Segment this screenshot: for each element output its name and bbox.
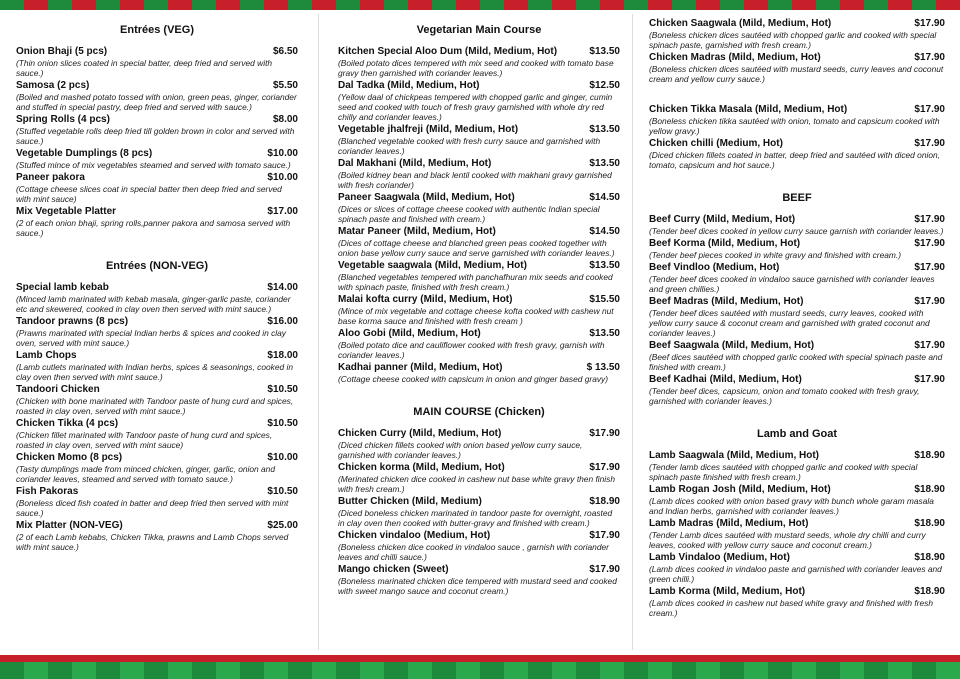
dish-name: Fish Pakoras: [16, 486, 79, 497]
spacer: [649, 86, 945, 104]
dish-description: (2 of each Lamb kebabs, Chicken Tikka, prawns and Lamb Chops served with mint sauce.): [16, 532, 289, 552]
menu-item-header: [338, 328, 620, 340]
dish-name: Beef Saagwala (Mild, Medium, Hot): [649, 340, 815, 351]
dish-name: Chicken Saagwala (Mild, Medium, Hot): [649, 18, 832, 29]
dish-description: (Tender beef dices, capsicum, onion and tomato cooked with fresh gravy, garnished with coriander leaves.): [649, 386, 920, 406]
dish-description: (Boneless marinated chicken dice tempered with mustard seed and cooked with sweet mango sauce and coconut cream.): [338, 576, 617, 596]
dish-name: Beef Kadhai (Mild, Medium, Hot): [649, 374, 802, 385]
dish-description: (Boiled and mashed potato tossed with onion, green peas, ginger, coriander and stuffed in special pastry, deep fried and served with sauce.): [16, 92, 297, 112]
dish-name: Chicken Momo (8 pcs): [16, 452, 123, 463]
dish-description: (Chicken fillet marinated with Tandoor paste of hung curd and spices, roasted in clay oven, served with mint sauce): [16, 430, 273, 450]
menu-item: [338, 496, 620, 528]
dish-name: Beef Madras (Mild, Medium, Hot): [649, 296, 804, 307]
menu-item-header: [16, 486, 298, 498]
dish-price: $14.50: [589, 192, 620, 203]
menu-item-header: [649, 296, 945, 308]
dish-name: Lamb Korma (Mild, Medium, Hot): [649, 586, 806, 597]
menu-item-header: [16, 206, 298, 218]
dish-name: Chicken vindaloo (Medium, Hot): [338, 530, 491, 541]
section-title: BEEF: [782, 192, 812, 204]
dish-description: (Tasty dumplings made from minced chicken, ginger, garlic, onion and coriander leaves, steamed and served with tomato sauce.): [16, 464, 275, 484]
dish-name: Vegetable saagwala (Mild, Medium, Hot): [338, 260, 527, 271]
dish-name: Lamb Vindaloo (Medium, Hot): [649, 552, 790, 563]
dish-price: $17.90: [589, 564, 620, 575]
menu-item-header: [16, 148, 298, 160]
menu-item: [16, 452, 298, 484]
menu-item-header: [338, 428, 620, 440]
dish-name: Chicken Tikka Masala (Mild, Medium, Hot): [649, 104, 848, 115]
top-stripe: [0, 0, 960, 10]
dish-description: (Tender beef dices sautéed with mustard seeds, curry leaves, cooked with yellow curry sauce & coconut cream and garnished with grated coconut and coriander leaves.): [649, 308, 930, 338]
dish-description: (Yellow daal of chickpeas tempered with chopped garlic and ginger, cumin seed and cooked with touch of fresh gravy garnished with whole dry red chilly and coriander leaves.): [338, 92, 613, 122]
dish-description: (Cottage cheese slices coat in special batter then deep fried and served with mint sauce): [16, 184, 282, 204]
dish-name: Chicken Madras (Mild, Medium, Hot): [649, 52, 821, 63]
menu-item-header: [649, 18, 945, 30]
dish-price: $18.90: [914, 450, 945, 461]
menu-item-header: [16, 350, 298, 362]
menu-item: [338, 226, 620, 258]
dish-description: (Minced lamb marinated with kebab masala, ginger-garlic paste, coriander etc and skewered, cooked in clay oven then served with mint sauce.): [16, 294, 291, 314]
menu-item-header: [338, 80, 620, 92]
dish-description: (Lamb dices cooked in vindaloo paste and garnished with coriander leaves and green chilli.): [649, 564, 942, 584]
menu-item: [16, 206, 298, 238]
dish-price: $10.00: [267, 148, 298, 159]
dish-description: (Tender Lamb dices sautéed with mustard seeds, whole dry chilli and curry leaves, cooked with yellow curry sauce and coconut cream.): [649, 530, 926, 550]
section-title: MAIN COURSE (Chicken): [413, 406, 545, 418]
dish-name: Kadhai panner (Mild, Medium, Hot): [338, 362, 503, 373]
dish-description: (Dices or slices of cottage cheese cooked with authentic Indian special spinach paste and finished with cream.): [338, 204, 600, 224]
dish-price: $17.90: [589, 428, 620, 439]
menu-item-header: [649, 484, 945, 496]
dish-price: $18.90: [914, 586, 945, 597]
menu-item: [338, 124, 620, 156]
menu-item: [16, 418, 298, 450]
dish-name: Kitchen Special Aloo Dum (Mild, Medium, Hot): [338, 46, 558, 57]
menu-item: [338, 362, 620, 384]
menu-item: [338, 328, 620, 360]
menu-item: [16, 486, 298, 518]
dish-name: Chicken chilli (Medium, Hot): [649, 138, 783, 149]
section-title: Lamb and Goat: [756, 428, 838, 440]
dish-price: $18.90: [914, 552, 945, 563]
dish-price: $17.00: [267, 206, 298, 217]
dish-price: $17.90: [914, 238, 945, 249]
dish-price: $17.90: [914, 296, 945, 307]
menu-item-header: [649, 374, 945, 386]
dish-price: $18.90: [914, 484, 945, 495]
menu-item: [16, 384, 298, 416]
dish-name: Tandoor prawns (8 pcs): [16, 316, 129, 327]
menu-item-header: [649, 586, 945, 598]
dish-price: $17.90: [914, 374, 945, 385]
dish-price: $5.50: [272, 80, 298, 91]
dish-name: Special lamb kebab: [16, 282, 109, 293]
column-divider: [318, 14, 319, 650]
dish-description: (Boneless chicken dices sautéed with mustard seeds, curry leaves and coconut cream and yellow curry sauce.): [649, 64, 944, 84]
dish-description: (Merinated chicken dice cooked in cashew nut base white gravy then finish with fresh cream.): [338, 474, 615, 494]
dish-description: (Tender beef dices cooked in yellow curry sauce garnish with coriander leaves.): [649, 226, 944, 236]
menu-item-header: [338, 158, 620, 170]
bottom-stripe: [0, 655, 960, 679]
dish-name: Matar Paneer (Mild, Medium, Hot): [338, 226, 496, 237]
dish-price: $18.90: [589, 496, 620, 507]
menu-item-header: [649, 52, 945, 64]
dish-description: (Prawns marinated with special Indian herbs & spices and cooked in clay oven, served with mint sauce.): [16, 328, 286, 348]
dish-description: (Tender beef dices cooked in vindaloo sauce garnished with coriander leaves and green chillies.): [649, 274, 935, 294]
menu-item: [649, 296, 945, 338]
menu-item-header: [16, 384, 298, 396]
section-title: Entrées (NON-VEG): [105, 260, 209, 272]
dish-price: $25.00: [267, 520, 298, 531]
dish-name: Paneer Saagwala (Mild, Medium, Hot): [338, 192, 515, 203]
menu-item-header: [338, 260, 620, 272]
menu-item-header: [649, 518, 945, 530]
menu-item-header: [649, 214, 945, 226]
menu-item: [649, 238, 945, 260]
dish-price: $17.90: [589, 530, 620, 541]
menu-item: [649, 484, 945, 516]
dish-price: $18.90: [914, 518, 945, 529]
dish-price: $10.00: [267, 452, 298, 463]
menu-item: [338, 428, 620, 460]
dish-price: $17.90: [589, 462, 620, 473]
menu-item-header: [649, 138, 945, 150]
dish-name: Lamb Rogan Josh (Mild, Medium, Hot): [649, 484, 831, 495]
dish-name: Chicken korma (Mild, Medium, Hot): [338, 462, 505, 473]
menu-item: [16, 350, 298, 382]
dish-description: (Blanched vegetables tempered with panchafhuran mix seeds and cooked with spinach paste, finished with fresh cream.): [338, 272, 613, 292]
menu-item-header: [338, 530, 620, 542]
dish-name: Lamb Chops: [16, 350, 77, 361]
menu-item-header: [338, 294, 620, 306]
dish-price: $14.50: [589, 226, 620, 237]
dish-name: Tandoori Chicken: [16, 384, 100, 395]
menu-item-header: [16, 172, 298, 184]
menu-column-1: [16, 18, 298, 554]
menu-item: [338, 294, 620, 326]
dish-name: Spring Rolls (4 pcs): [16, 114, 110, 125]
dish-price: $17.90: [914, 138, 945, 149]
menu-item-header: [338, 46, 620, 58]
menu-item-header: [649, 450, 945, 462]
menu-item-header: [649, 262, 945, 274]
dish-description: (Mince of mix vegetable and cottage cheese kofta cooked with cashew nut base korma sauce and finished with fresh cream ): [338, 306, 614, 326]
menu-item-header: [649, 552, 945, 564]
menu-item-header: [16, 520, 298, 532]
menu-item-header: [649, 104, 945, 116]
dish-description: (Diced boneless chicken marinated in tandoor paste for overnight, roasted in clay oven then cooked with butter-gravy and finished with cream.): [338, 508, 613, 528]
dish-name: Malai kofta curry (Mild, Medium, Hot): [338, 294, 513, 305]
menu-item: [338, 260, 620, 292]
dish-description: (Lamb dices cooked in cashew nut based white gravy and finished with fresh cream.): [649, 598, 933, 618]
dish-name: Lamb Madras (Mild, Medium, Hot): [649, 518, 809, 529]
dish-description: (Dices of cottage cheese and blanched green peas cooked together with onion base yellow curry sauce and serve garnished with coriander leaves.): [338, 238, 615, 258]
menu-item: [338, 80, 620, 122]
menu-item-header: [649, 340, 945, 352]
column-divider: [632, 14, 633, 650]
menu-item-header: [16, 80, 298, 92]
menu-item: [649, 450, 945, 482]
dish-name: Mix Vegetable Platter: [16, 206, 117, 217]
dish-price: $14.00: [267, 282, 298, 293]
dish-price: $10.50: [267, 384, 298, 395]
dish-name: Mix Platter (NON-VEG): [16, 520, 123, 531]
dish-description: (Stuffed vegetable rolls deep fried till golden brown in color and served with sauce.): [16, 126, 295, 146]
menu-item-header: [338, 564, 620, 576]
menu-item: [338, 564, 620, 596]
dish-description: (Chicken with bone marinated with Tandoor paste of hung curd and spices, roasted in clay oven, served with mint sauce.): [16, 396, 294, 416]
menu-item: [16, 520, 298, 552]
dish-description: (Diced chicken fillets coated in batter, deep fried and sautéed with diced onion, tomato, capsicum and hot sauce.): [649, 150, 940, 170]
dish-price: $10.00: [267, 172, 298, 183]
dish-description: (Boiled potato dices tempered with mix seed and cooked with tomato base gravy then garnished with coriander leaves.): [338, 58, 614, 78]
menu-item: [338, 462, 620, 494]
menu-item: [649, 374, 945, 406]
dish-description: (Boneless chicken dices sautéed with chopped garlic and cooked with special spinach paste, garnished with fresh cream.): [649, 30, 937, 50]
menu-item: [649, 340, 945, 372]
menu-item: [649, 138, 945, 170]
dish-name: Aloo Gobi (Mild, Medium, Hot): [338, 328, 481, 339]
dish-description: (Tender lamb dices sautéed with chopped garlic and cooked with special spinach paste finished with fresh cream.): [649, 462, 918, 482]
dish-name: Butter Chicken (Mild, Medium): [338, 496, 482, 507]
dish-description: (Diced chicken fillets cooked with onion based yellow curry sauce, garnished with coriander leaves.): [338, 440, 583, 460]
dish-price: $17.90: [914, 214, 945, 225]
dish-name: Paneer pakora: [16, 172, 85, 183]
dish-name: Dal Makhani (Mild, Medium, Hot): [338, 158, 492, 169]
menu-item: [649, 52, 945, 84]
dish-name: Vegetable Dumplings (8 pcs): [16, 148, 153, 159]
dish-description: (Thin onion slices coated in special batter, deep fried and served with sauce.): [16, 58, 273, 78]
menu-item-header: [649, 238, 945, 250]
menu-item-header: [338, 192, 620, 204]
dish-name: Vegetable jhalfreji (Mild, Medium, Hot): [338, 124, 519, 135]
menu-column-2: [338, 18, 620, 598]
dish-price: $13.50: [589, 124, 620, 135]
dish-price: $12.50: [589, 80, 620, 91]
menu-item: [649, 552, 945, 584]
menu-item-header: [16, 46, 298, 58]
dish-description: (Boneless chicken tikka sautéed with onion, tomato and capsicum cooked with yellow gravy.): [649, 116, 940, 136]
dish-name: Beef Vindloo (Medium, Hot): [649, 262, 780, 273]
dish-name: Chicken Curry (Mild, Medium, Hot): [338, 428, 502, 439]
dish-price: $16.00: [267, 316, 298, 327]
dish-name: Dal Tadka (Mild, Medium, Hot): [338, 80, 480, 91]
dish-price: $10.50: [267, 418, 298, 429]
dish-price: $18.00: [267, 350, 298, 361]
dish-description: (Boneless diced fish coated in batter and deep fried then served with mint sauce.): [16, 498, 289, 518]
dish-price: $8.00: [272, 114, 298, 125]
menu-item: [649, 18, 945, 50]
menu-item: [338, 192, 620, 224]
dish-price: $13.50: [589, 46, 620, 57]
dish-description: (2 of each onion bhaji, spring rolls,panner pakora and samosa served with sauce.): [16, 218, 291, 238]
dish-description: (Beef dices sautéed with chopped garlic cooked with special spinach paste and finished with cream.): [649, 352, 943, 372]
menu-item: [16, 316, 298, 348]
dish-price: $17.90: [914, 104, 945, 115]
dish-price: $10.50: [267, 486, 298, 497]
section-title: Entrées (VEG): [120, 24, 194, 36]
menu-item: [16, 46, 298, 78]
menu-item-header: [338, 362, 620, 374]
dish-price: $13.50: [589, 260, 620, 271]
menu-item-header: [16, 418, 298, 430]
menu-item: [16, 80, 298, 112]
dish-description: (Boiled potato dice and cauliflower cooked with fresh gravy, garnish with coriander leaves.): [338, 340, 605, 360]
dish-description: (Stuffed mince of mix vegetables steamed and served with tomato sauce.): [16, 160, 291, 170]
menu-column-3: [649, 18, 945, 620]
menu-item: [649, 104, 945, 136]
menu-item-header: [16, 452, 298, 464]
dish-name: Onion Bhaji (5 pcs): [16, 46, 108, 57]
dish-price: $13.50: [589, 158, 620, 169]
dish-price: $ 13.50: [586, 362, 620, 373]
menu-item-header: [16, 282, 298, 294]
dish-name: Chicken Tikka (4 pcs): [16, 418, 119, 429]
dish-description: (Cottage cheese cooked with capsicum in onion and ginger based gravy): [338, 374, 609, 384]
dish-description: (Lamb dices cooked with onion based gravy with bunch whole garam masala and Indian herbs, garnished with coriander leaves.): [649, 496, 934, 516]
dish-price: $13.50: [589, 328, 620, 339]
menu-item: [338, 530, 620, 562]
menu-item: [16, 172, 298, 204]
dish-description: (Boiled kidney bean and black lentil cooked with makhani gravy garnished with fresh coriander): [338, 170, 612, 190]
dish-price: $17.90: [914, 340, 945, 351]
section-title: Vegetarian Main Course: [416, 24, 542, 36]
menu-item-header: [338, 226, 620, 238]
dish-price: $6.50: [272, 46, 298, 57]
menu-item: [338, 46, 620, 78]
dish-name: Mango chicken (Sweet): [338, 564, 449, 575]
dish-description: (Lamb cutlets marinated with Indian herbs, spices & seasonings, cooked in clay oven then served with mint sauce.): [16, 362, 293, 382]
menu-item: [649, 518, 945, 550]
menu-item: [16, 282, 298, 314]
menu-item-header: [16, 114, 298, 126]
dish-price: $15.50: [589, 294, 620, 305]
dish-description: (Blanched vegetable cooked with fresh curry sauce and garnished with coriander leaves.): [338, 136, 601, 156]
dish-price: $17.90: [914, 262, 945, 273]
menu-item: [649, 214, 945, 236]
menu-item-header: [338, 496, 620, 508]
dish-name: Samosa (2 pcs): [16, 80, 90, 91]
dish-name: Lamb Saagwala (Mild, Medium, Hot): [649, 450, 820, 461]
dish-price: $17.90: [914, 52, 945, 63]
menu-item-header: [338, 124, 620, 136]
menu-item: [649, 586, 945, 618]
menu-item-header: [16, 316, 298, 328]
menu-item: [16, 148, 298, 170]
dish-name: Beef Curry (Mild, Medium, Hot): [649, 214, 796, 225]
dish-name: Beef Korma (Mild, Medium, Hot): [649, 238, 801, 249]
menu-item: [338, 158, 620, 190]
dish-description: (Tender beef pieces cooked in white gravy and finished with cream.): [649, 250, 902, 260]
menu-item: [649, 262, 945, 294]
menu-item: [16, 114, 298, 146]
dish-description: (Boneless chicken dice cooked in vindaloo sauce , garnish with coriander leaves and chilli sauce.): [338, 542, 609, 562]
menu-item-header: [338, 462, 620, 474]
dish-price: $17.90: [914, 18, 945, 29]
